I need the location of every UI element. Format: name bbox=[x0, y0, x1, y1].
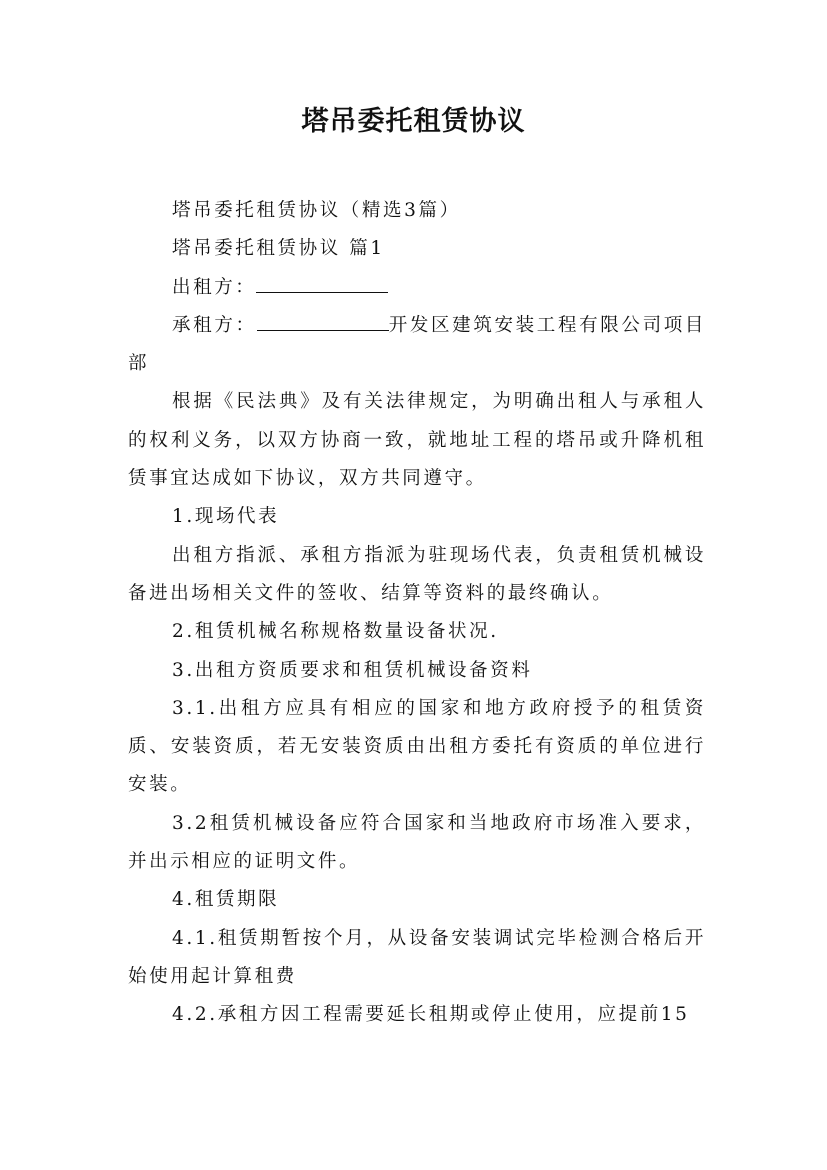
lessee-line bbox=[128, 307, 706, 384]
clause-1-title: 1.现场代表 bbox=[172, 506, 280, 528]
clause-3-2: 3.2租赁机械设备应符合国家和当地政府市场准入要求，并出示相应的证明文件。 bbox=[128, 812, 706, 873]
section-heading: 塔吊委托租赁协议 篇1 bbox=[172, 238, 385, 260]
lessor-line bbox=[128, 269, 706, 307]
clause-3-1: 3.1.出租方应具有相应的国家和地方政府授予的租赁资质、安装资质，若无安装资质由出租方委托有资质的单位进行安装。 bbox=[128, 697, 706, 796]
clause-1-text: 出租方指派、承租方指派为驻现场代表，负责租赁机械设备进出场相关文件的签收、结算等资料的最终确认。 bbox=[128, 544, 706, 604]
lessee-blank bbox=[257, 312, 389, 331]
lessor-blank bbox=[256, 274, 388, 293]
document-title: 塔吊委托租赁协议 bbox=[301, 106, 526, 137]
lessee-label: 承租方： bbox=[172, 314, 257, 336]
lessor-label: 出租方： bbox=[172, 276, 257, 298]
clause-4-1: 4.1.租赁期暂按个月，从设备安装调试完毕检测合格后开始使用起计算租费 bbox=[128, 927, 706, 987]
clause-4-title: 4.租赁期限 bbox=[172, 889, 280, 911]
document-body bbox=[128, 192, 706, 1035]
clause-3-title: 3.出租方资质要求和租赁机械设备资料 bbox=[172, 659, 533, 681]
clause-2-title: 2.租赁机械名称规格数量设备状况. bbox=[172, 621, 499, 643]
document-subtitle: 塔吊委托租赁协议（精选3篇） bbox=[172, 200, 461, 221]
lessee-suffix: 开发区建筑安装工程有限公司项目部 bbox=[128, 314, 706, 375]
clause-4-2: 4.2.承租方因工程需要延长租期或停止使用，应提前15 bbox=[172, 1004, 690, 1026]
intro-paragraph: 根据《民法典》及有关法律规定，为明确出租人与承租人的权利义务，以双方协商一致，就地址工程的塔吊或升降机租赁事宜达成如下协议，双方共同遵守。 bbox=[128, 391, 706, 490]
